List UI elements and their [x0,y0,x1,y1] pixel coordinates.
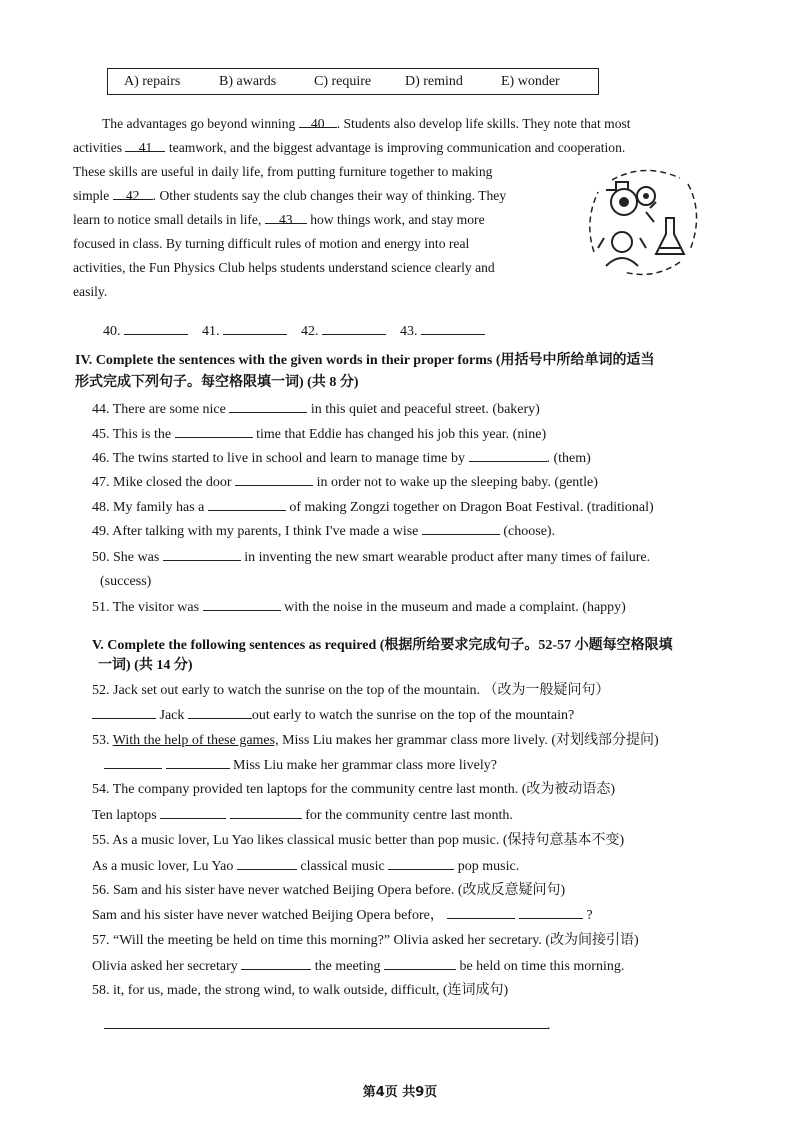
q50-blank[interactable] [163,548,241,561]
q53-blank-1[interactable] [104,756,162,769]
q55-blank-1[interactable] [237,857,297,870]
blank-40[interactable]: 40 [299,115,337,128]
student-icon [598,232,646,266]
q54-blank-2[interactable] [230,806,302,819]
question-56: 56. Sam and his sister have never watched Beijing Opera before. (改成反意疑问句) [92,883,566,898]
question-45: 45. This is the time that Eddie has changed his job this year. (nine) [92,427,547,442]
passage-line-7: activities, the Fun Physics Club helps students understand science clearly and [73,260,495,275]
question-50-hint: (success) [100,574,152,589]
question-55: 55. As a music lover, Lu Yao likes classical music better than pop music. (保持句意基本不变) [92,833,625,848]
q56-blank-2[interactable] [519,906,583,919]
q58-answer-line[interactable] [104,1028,548,1029]
gears-icon [606,182,655,215]
passage-line-6: focused in class. By turning difficult rules of motion and energy into real [73,236,470,251]
q57-blank-1[interactable] [241,957,311,970]
question-55-answer: As a music lover, Lu Yao classical music pop music. [92,859,520,874]
question-50: 50. She was in inventing the new smart wearable product after many times of failure. [92,550,651,565]
question-54: 54. The company provided ten laptops for the community centre last month. (改为被动语态) [92,782,616,797]
q48-blank[interactable] [208,498,286,511]
passage-line-8: easily. [73,284,108,299]
question-52-answer: Jack out early to watch the sunrise on the top of the mountain? [92,706,574,725]
section-4-title: IV. Complete the sentences with the given words in their proper forms (用括号中所给单词的适当 [75,353,655,368]
question-57: 57. “Will the meeting be held on time this morning?” Olivia asked her secretary. (改为间接引语) [92,933,639,948]
flask-icon [646,202,684,254]
option-b: B) awards [219,74,277,89]
physics-club-illustration [584,162,706,280]
q49-blank[interactable] [422,522,500,535]
q57-blank-2[interactable] [384,957,456,970]
option-e: E) wonder [501,74,560,89]
q44-blank[interactable] [229,400,307,413]
question-47: 47. Mike closed the door in order not to wake up the sleeping baby. (gentle) [92,475,598,490]
q47-blank[interactable] [235,473,313,486]
question-53-answer: Miss Liu make her grammar class more lively? [104,756,497,775]
blank-43[interactable]: 43 [265,211,307,224]
q56-blank-1[interactable] [447,906,515,919]
q46-blank[interactable] [469,449,547,462]
answer-42-input[interactable] [322,322,386,335]
passage-line-1: The advantages go beyond winning 40 . Students also develop life skills. They note that most [102,116,631,131]
q51-blank[interactable] [203,598,281,611]
question-56-answer: Sam and his sister have never watched Beijing Opera before， ? [92,908,593,923]
question-44: 44. There are some nice in this quiet and peaceful street. (bakery) [92,402,540,417]
q53-underlined: With the help of these games, [112,733,279,748]
q54-blank-1[interactable] [160,806,226,819]
answer-slots: 40. 41. 42. 43. [103,322,485,341]
q52-blank-2[interactable] [188,706,252,719]
section-5-title-cont: 一词) (共 14 分) [98,658,193,673]
question-53: 53. With the help of these games, Miss Liu makes her grammar class more lively. (对划线部分提问) [92,733,659,748]
blank-42[interactable]: 42 [113,187,153,200]
question-49: 49. After talking with my parents, I think I've made a wise (choose). [92,524,556,539]
option-d: D) remind [405,74,463,89]
question-54-answer: Ten laptops for the community centre last month. [92,808,513,823]
option-a: A) repairs [124,74,181,89]
question-58: 58. it, for us, made, the strong wind, to walk outside, difficult, (连词成句) [92,983,509,998]
passage-line-3: These skills are useful in daily life, from putting furniture together to making [73,164,493,179]
q55-blank-2[interactable] [388,857,454,870]
question-51: 51. The visitor was with the noise in the museum and made a complaint. (happy) [92,600,626,615]
section-5-title: V. Complete the following sentences as required (根据所给要求完成句子。52-57 小题每空格限填 [92,638,673,653]
section-4-title-cont: 形式完成下列句子。每空格限填一词) (共 8 分) [75,375,359,390]
passage-line-5: learn to notice small details in life, 43 how things work, and stay more [73,212,485,227]
q45-blank[interactable] [175,425,253,438]
q52-blank-1[interactable] [92,706,156,719]
passage-line-2: activities 41 teamwork, and the biggest advantage is improving communication and cooperation. [73,140,626,155]
option-c: C) require [314,74,372,89]
q58-end-mark: . [547,1018,551,1033]
question-48: 48. My family has a of making Zongzi together on Dragon Boat Festival. (traditional) [92,500,654,515]
answer-41-input[interactable] [223,322,287,335]
word-options-box [107,68,599,95]
q53-blank-2[interactable] [166,756,230,769]
passage-line-4: simple 42 . Other students say the club changes their way of thinking. They [73,188,507,203]
answer-40-input[interactable] [124,322,188,335]
page-number: 第4页 共9页 [362,1085,438,1100]
question-57-answer: Olivia asked her secretary the meeting be held on time this morning. [92,959,625,974]
question-52: 52. Jack set out early to watch the sunrise on the top of the mountain. （改为一般疑问句） [92,683,610,698]
blank-41[interactable]: 41 [125,139,165,152]
question-46: 46. The twins started to live in school and learn to manage time by . (them) [92,451,591,466]
answer-43-input[interactable] [421,322,485,335]
